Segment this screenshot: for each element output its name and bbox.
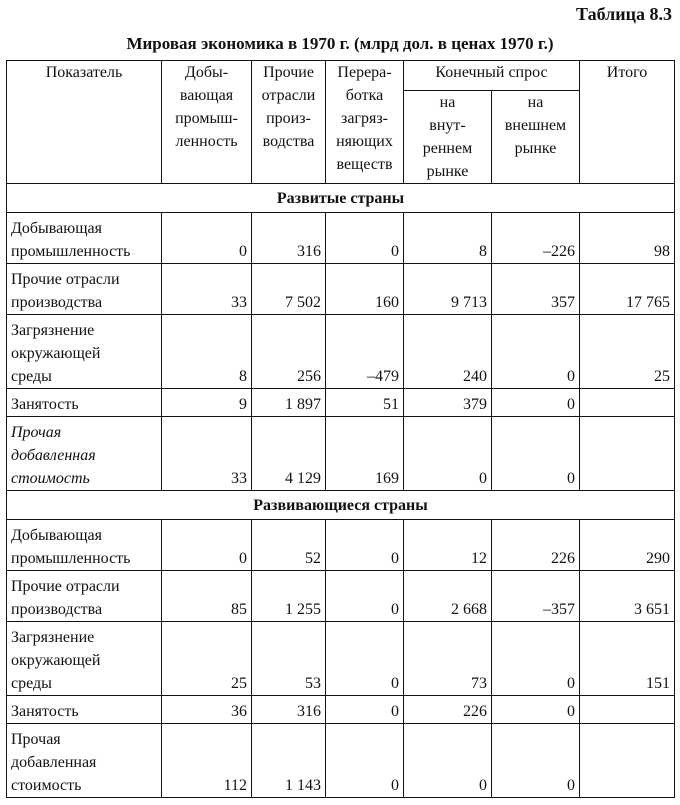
- section-header-row: [7, 184, 675, 213]
- cell-domestic-market: 73: [404, 622, 492, 696]
- table-label: Таблица 8.3: [576, 4, 672, 24]
- table-row: [7, 315, 675, 389]
- cell-domestic-market: 0: [404, 417, 492, 491]
- cell-external-market: 0: [492, 389, 580, 417]
- cell-domestic-market: 12: [404, 520, 492, 571]
- cell-external-market: 0: [492, 696, 580, 724]
- header-total: Итого: [580, 61, 675, 184]
- cell-external-market: 226: [492, 520, 580, 571]
- row-label: Прочая добавленная стоимость: [7, 724, 162, 798]
- row-label: Прочие отрасли производства: [7, 571, 162, 622]
- cell-extractive: 8: [162, 315, 252, 389]
- section-title: Развивающиеся страны: [7, 491, 675, 520]
- cell-external-market: 0: [492, 724, 580, 798]
- cell-total: [580, 389, 675, 417]
- cell-processing: –479: [326, 315, 404, 389]
- cell-processing: 0: [326, 571, 404, 622]
- cell-other-industries: 52: [252, 520, 326, 571]
- row-label: Прочая добавленная стоимость: [7, 417, 162, 491]
- cell-total: 290: [580, 520, 675, 571]
- cell-extractive: 25: [162, 622, 252, 696]
- cell-total: [580, 417, 675, 491]
- cell-extractive: 9: [162, 389, 252, 417]
- header-indicator: Показатель: [7, 61, 162, 184]
- cell-external-market: 0: [492, 417, 580, 491]
- cell-total: 98: [580, 213, 675, 264]
- row-label: Занятость: [7, 389, 162, 417]
- row-label: Добывающая промышленность: [7, 213, 162, 264]
- cell-other-industries: 256: [252, 315, 326, 389]
- table-row: [7, 724, 675, 798]
- row-label: Добывающая промышленность: [7, 520, 162, 571]
- cell-extractive: 33: [162, 417, 252, 491]
- header-domestic-market: на внут- реннем рынке: [404, 91, 492, 184]
- table-row: [7, 389, 675, 417]
- section-title: Развитые страны: [7, 184, 675, 213]
- table-row: [7, 520, 675, 571]
- cell-total: 3 651: [580, 571, 675, 622]
- cell-processing: 0: [326, 213, 404, 264]
- cell-other-industries: 316: [252, 213, 326, 264]
- cell-extractive: 33: [162, 264, 252, 315]
- cell-domestic-market: 226: [404, 696, 492, 724]
- cell-other-industries: 1 143: [252, 724, 326, 798]
- cell-total: [580, 696, 675, 724]
- cell-extractive: 0: [162, 213, 252, 264]
- cell-external-market: –357: [492, 571, 580, 622]
- cell-other-industries: 316: [252, 696, 326, 724]
- cell-processing: 169: [326, 417, 404, 491]
- cell-domestic-market: 2 668: [404, 571, 492, 622]
- cell-domestic-market: 0: [404, 724, 492, 798]
- row-label: Загрязнение окружающей среды: [7, 622, 162, 696]
- cell-other-industries: 53: [252, 622, 326, 696]
- header-external-market: на внешнем рынке: [492, 91, 580, 184]
- cell-processing: 0: [326, 622, 404, 696]
- cell-total: 151: [580, 622, 675, 696]
- economy-table: [6, 60, 675, 798]
- cell-extractive: 0: [162, 520, 252, 571]
- cell-external-market: 0: [492, 622, 580, 696]
- table-body: [7, 184, 675, 798]
- table-row: [7, 622, 675, 696]
- cell-domestic-market: 379: [404, 389, 492, 417]
- header-extractive: Добы- вающая промыш- ленность: [162, 61, 252, 184]
- table-row: [7, 213, 675, 264]
- cell-processing: 0: [326, 696, 404, 724]
- cell-other-industries: 1 897: [252, 389, 326, 417]
- cell-processing: 160: [326, 264, 404, 315]
- cell-other-industries: 1 255: [252, 571, 326, 622]
- section-header-row: [7, 491, 675, 520]
- cell-external-market: 0: [492, 315, 580, 389]
- cell-processing: 51: [326, 389, 404, 417]
- header-final-demand: Конечный спрос: [404, 61, 580, 91]
- cell-domestic-market: 240: [404, 315, 492, 389]
- table-row: [7, 571, 675, 622]
- cell-total: 17 765: [580, 264, 675, 315]
- header-processing: Перера- ботка загряз- няющих веществ: [326, 61, 404, 184]
- cell-extractive: 85: [162, 571, 252, 622]
- row-label: Прочие отрасли производства: [7, 264, 162, 315]
- table-caption: Мировая экономика в 1970 г. (млрд дол. в ценах 1970 г.): [126, 34, 554, 53]
- table-row: [7, 417, 675, 491]
- cell-domestic-market: 8: [404, 213, 492, 264]
- cell-external-market: –226: [492, 213, 580, 264]
- cell-processing: 0: [326, 520, 404, 571]
- row-label: Занятость: [7, 696, 162, 724]
- table-row: [7, 696, 675, 724]
- cell-total: [580, 724, 675, 798]
- cell-processing: 0: [326, 724, 404, 798]
- cell-total: 25: [580, 315, 675, 389]
- row-label: Загрязнение окружающей среды: [7, 315, 162, 389]
- table-row: [7, 264, 675, 315]
- cell-other-industries: 7 502: [252, 264, 326, 315]
- cell-extractive: 112: [162, 724, 252, 798]
- cell-extractive: 36: [162, 696, 252, 724]
- cell-external-market: 357: [492, 264, 580, 315]
- table-header: [7, 61, 675, 184]
- header-other-industries: Прочие отрасли произ- водства: [252, 61, 326, 184]
- cell-domestic-market: 9 713: [404, 264, 492, 315]
- cell-other-industries: 4 129: [252, 417, 326, 491]
